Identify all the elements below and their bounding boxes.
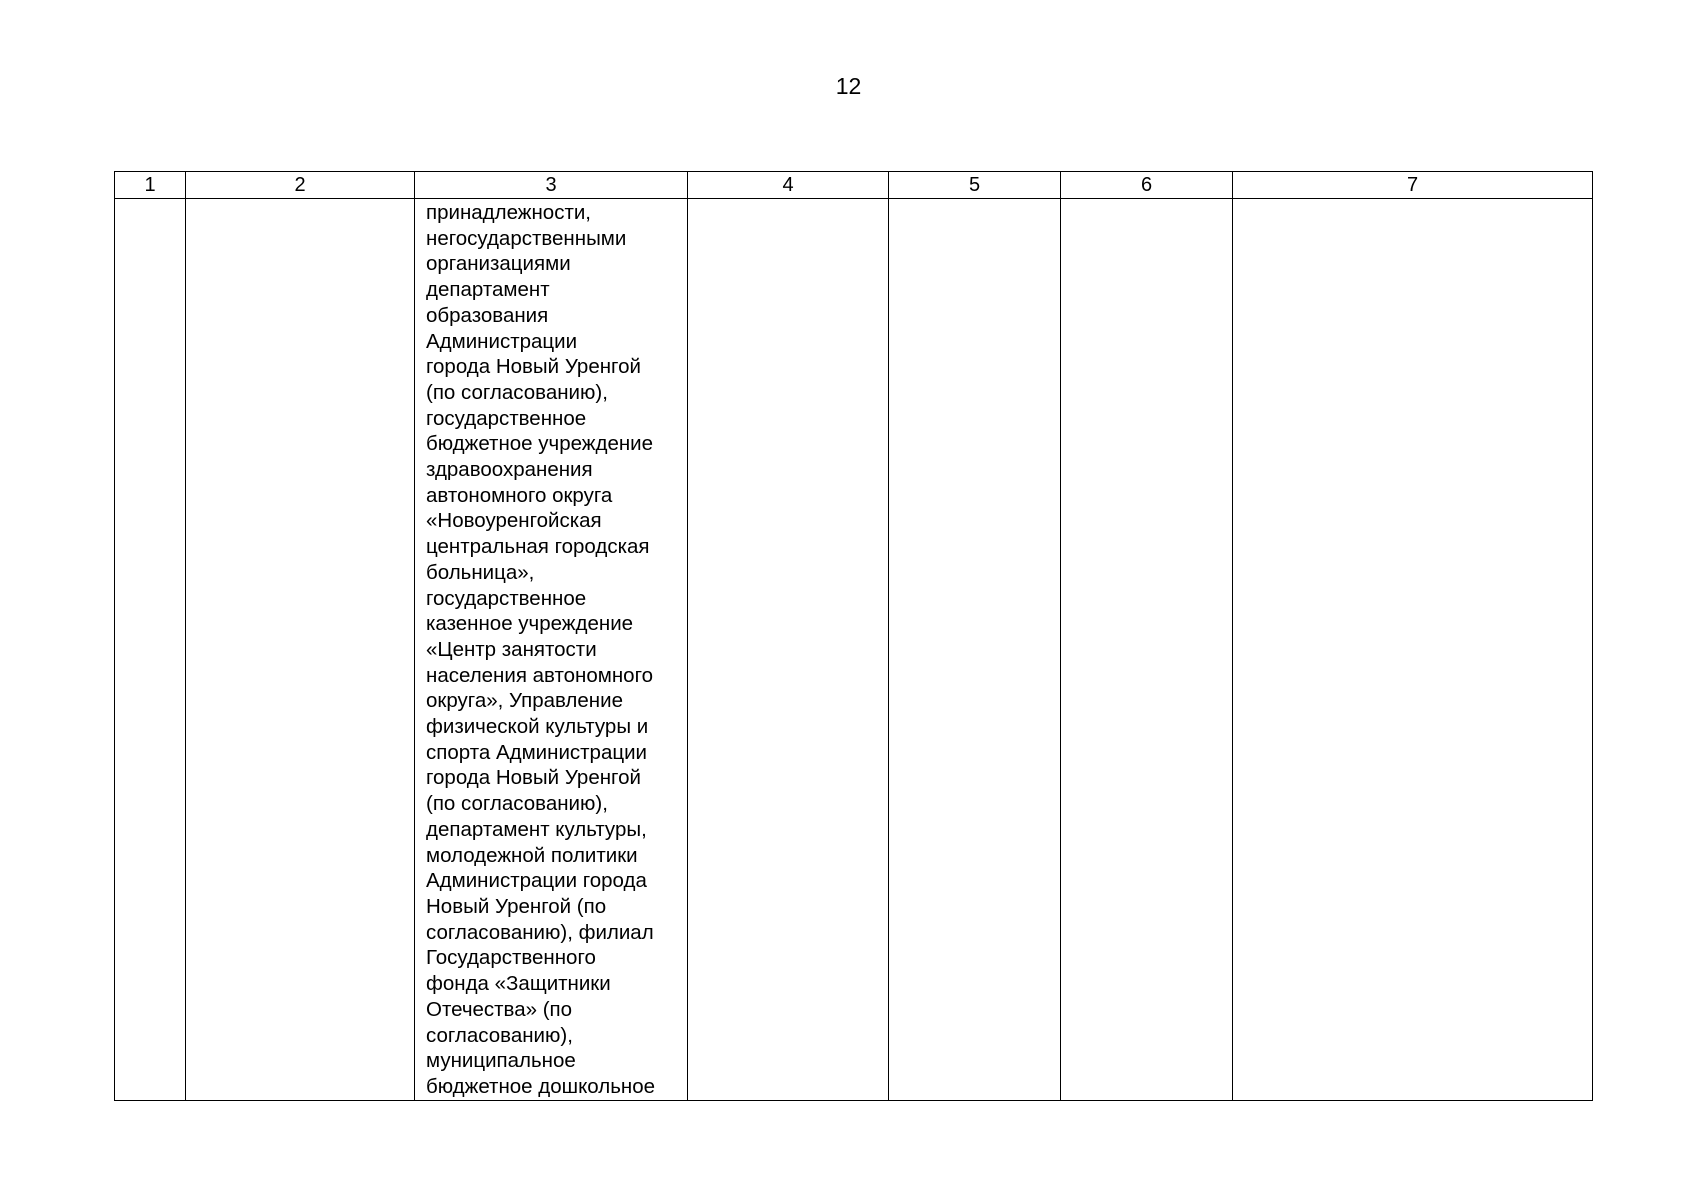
column-header-2: 2 <box>186 172 415 199</box>
cell-col-3-text <box>415 199 687 1100</box>
document-table <box>114 171 1593 1101</box>
cell-text-line: согласованию), филиал <box>426 920 654 944</box>
page-number: 12 <box>835 73 862 99</box>
cell-text-line: города Новый Уренгой <box>426 766 641 790</box>
column-header-7: 7 <box>1233 172 1593 199</box>
cell-text-line: негосударственными <box>426 226 627 250</box>
cell-text-line: согласованию), <box>426 1023 573 1047</box>
cell-text-line: казенное учреждение <box>426 612 634 636</box>
cell-col-3 <box>415 199 688 1101</box>
cell-text-line: (по согласованию), <box>426 792 608 816</box>
cell-text-line: «Центр занятости <box>426 637 597 661</box>
cell-text-line: Отечества» (по <box>426 997 573 1021</box>
cell-text-line: центральная городская <box>426 535 650 559</box>
cell-text-line: физической культуры и <box>426 715 649 739</box>
cell-text-line: больница», <box>426 560 535 584</box>
cell-text-line: фонда «Защитники <box>426 972 611 996</box>
column-header-4: 4 <box>688 172 889 199</box>
cell-col-1 <box>115 199 186 1101</box>
cell-text-line: Новый Уренгой (по <box>426 894 607 918</box>
cell-col-5 <box>889 199 1061 1101</box>
cell-col-4 <box>688 199 889 1101</box>
cell-text-line: принадлежности, <box>426 201 591 224</box>
cell-col-7 <box>1233 199 1593 1101</box>
column-header-3: 3 <box>415 172 688 199</box>
cell-text-line: Администрации <box>426 329 578 353</box>
cell-text-line: Администрации города <box>426 869 647 893</box>
cell-text-line: Государственного <box>426 946 596 970</box>
cell-text-line: города Новый Уренгой <box>426 355 641 379</box>
cell-col-2 <box>186 199 415 1101</box>
cell-text-line: образования <box>426 303 549 327</box>
cell-text-line: молодежной политики <box>426 843 638 867</box>
cell-text-line: бюджетное дошкольное <box>426 1074 655 1098</box>
cell-text-line: «Новоуренгойская <box>426 509 602 533</box>
cell-text-line: департамент <box>426 278 550 302</box>
cell-text-line: муниципальное <box>426 1049 576 1073</box>
cell-text-line: департамент культуры, <box>426 817 647 841</box>
column-header-5: 5 <box>889 172 1061 199</box>
cell-text-line: автономного округа <box>426 483 613 507</box>
cell-text-line: (по согласованию), <box>426 380 608 404</box>
table-row <box>115 199 1593 1101</box>
cell-text-line: здравоохранения <box>426 458 593 482</box>
table-header-row <box>115 172 1593 199</box>
column-header-6: 6 <box>1061 172 1233 199</box>
cell-col-6 <box>1061 199 1233 1101</box>
cell-text-line: бюджетное учреждение <box>426 432 654 456</box>
cell-text-line: населения автономного <box>426 663 653 687</box>
cell-text-line: государственное <box>426 586 587 610</box>
cell-text-line: округа», Управление <box>426 689 623 713</box>
cell-text-line: организациями <box>426 252 571 276</box>
cell-text-line: государственное <box>426 406 587 430</box>
cell-text-line: спорта Администрации <box>426 740 647 764</box>
column-header-1: 1 <box>115 172 186 199</box>
